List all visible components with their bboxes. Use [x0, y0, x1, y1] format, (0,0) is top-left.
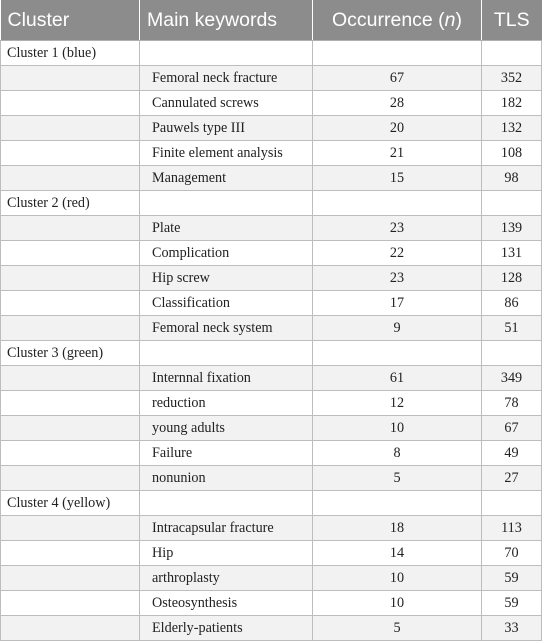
empty-cell [482, 41, 542, 66]
cluster-header-row [1, 491, 542, 516]
tls-cell: 139 [482, 216, 542, 241]
tls-cell: 349 [482, 366, 542, 391]
occurrence-cell: 22 [313, 241, 482, 266]
tls-cell: 132 [482, 116, 542, 141]
occurrence-cell: 17 [313, 291, 482, 316]
table-row [1, 141, 542, 166]
empty-cell [482, 191, 542, 216]
empty-cell [313, 491, 482, 516]
header-occurrence [313, 0, 482, 41]
cluster-header-row [1, 41, 542, 66]
table-row [1, 416, 542, 441]
keyword-cell: Plate [140, 216, 313, 241]
cluster-name: Cluster 4 (yellow) [1, 491, 140, 516]
occurrence-cell: 5 [313, 466, 482, 491]
table-row [1, 216, 542, 241]
table-row [1, 116, 542, 141]
empty-cell [140, 491, 313, 516]
empty-cell [1, 66, 140, 91]
table-row [1, 616, 542, 641]
keyword-cell: Cannulated screws [140, 91, 313, 116]
table-row [1, 541, 542, 566]
keyword-cell: young adults [140, 416, 313, 441]
empty-cell [1, 266, 140, 291]
empty-cell [140, 191, 313, 216]
tls-cell: 33 [482, 616, 542, 641]
keyword-cell: Complication [140, 241, 313, 266]
tls-cell: 98 [482, 166, 542, 191]
tls-cell: 86 [482, 291, 542, 316]
empty-cell [1, 541, 140, 566]
tls-cell: 51 [482, 316, 542, 341]
occurrence-cell: 10 [313, 416, 482, 441]
empty-cell [1, 316, 140, 341]
table-row [1, 166, 542, 191]
empty-cell [1, 466, 140, 491]
occurrence-cell: 5 [313, 616, 482, 641]
keyword-cell: Finite element analysis [140, 141, 313, 166]
table-row [1, 291, 542, 316]
tls-cell: 27 [482, 466, 542, 491]
empty-cell [1, 241, 140, 266]
table-row [1, 391, 542, 416]
tls-cell: 59 [482, 566, 542, 591]
keyword-cell: Classification [140, 291, 313, 316]
keyword-cell: Hip screw [140, 266, 313, 291]
occurrence-cell: 12 [313, 391, 482, 416]
empty-cell [1, 441, 140, 466]
keyword-cell: Osteosynthesis [140, 591, 313, 616]
tls-cell: 182 [482, 91, 542, 116]
cluster-header-row [1, 341, 542, 366]
header-occurrence-label: Occurrence ( [331, 8, 445, 31]
header-main-keywords: Main keywords [140, 0, 313, 41]
empty-cell [1, 391, 140, 416]
empty-cell [1, 516, 140, 541]
cluster-name: Cluster 3 (green) [1, 341, 140, 366]
empty-cell [1, 416, 140, 441]
keyword-cell: nonunion [140, 466, 313, 491]
occurrence-cell: 9 [313, 316, 482, 341]
occurrence-cell: 10 [313, 566, 482, 591]
empty-cell [313, 191, 482, 216]
empty-cell [1, 116, 140, 141]
table-row [1, 66, 542, 91]
empty-cell [313, 341, 482, 366]
occurrence-cell: 18 [313, 516, 482, 541]
empty-cell [482, 491, 542, 516]
occurrence-cell: 8 [313, 441, 482, 466]
occurrence-cell: 23 [313, 216, 482, 241]
table-body [1, 41, 542, 641]
tls-cell: 113 [482, 516, 542, 541]
occurrence-cell: 21 [313, 141, 482, 166]
table-row [1, 241, 542, 266]
occurrence-cell: 61 [313, 366, 482, 391]
empty-cell [1, 616, 140, 641]
occurrence-cell: 20 [313, 116, 482, 141]
keyword-cell: Hip [140, 541, 313, 566]
keyword-cell: Femoral neck system [140, 316, 313, 341]
empty-cell [1, 566, 140, 591]
table-row [1, 366, 542, 391]
header-cluster: Cluster [1, 0, 140, 41]
empty-cell [1, 141, 140, 166]
table-row [1, 316, 542, 341]
cluster-name: Cluster 1 (blue) [1, 41, 140, 66]
empty-cell [1, 591, 140, 616]
table-row [1, 591, 542, 616]
tls-cell: 108 [482, 141, 542, 166]
occurrence-cell: 28 [313, 91, 482, 116]
table-row [1, 91, 542, 116]
cluster-name: Cluster 2 (red) [1, 191, 140, 216]
header-occurrence-n: n [444, 8, 456, 31]
tls-cell: 70 [482, 541, 542, 566]
tls-cell: 49 [482, 441, 542, 466]
empty-cell [1, 216, 140, 241]
empty-cell [313, 41, 482, 66]
empty-cell [1, 366, 140, 391]
header-tls: TLS [482, 0, 542, 41]
occurrence-cell: 67 [313, 66, 482, 91]
keyword-cell: Internnal fixation [140, 366, 313, 391]
keyword-cell: Elderly-patients [140, 616, 313, 641]
occurrence-cell: 15 [313, 166, 482, 191]
table-header [1, 0, 542, 41]
table-row [1, 266, 542, 291]
empty-cell [140, 41, 313, 66]
header-occurrence-close: ) [455, 8, 463, 31]
empty-cell [1, 166, 140, 191]
occurrence-cell: 10 [313, 591, 482, 616]
keyword-cell: Intracapsular fracture [140, 516, 313, 541]
keyword-cell: Pauwels type III [140, 116, 313, 141]
keyword-cell: Failure [140, 441, 313, 466]
tls-cell: 78 [482, 391, 542, 416]
empty-cell [140, 341, 313, 366]
header-row [1, 0, 542, 41]
empty-cell [482, 341, 542, 366]
tls-cell: 131 [482, 241, 542, 266]
keyword-cell: reduction [140, 391, 313, 416]
table-row [1, 441, 542, 466]
empty-cell [1, 291, 140, 316]
occurrence-cell: 14 [313, 541, 482, 566]
table-row [1, 466, 542, 491]
keyword-cell: Femoral neck fracture [140, 66, 313, 91]
table-row [1, 566, 542, 591]
keyword-cell: Management [140, 166, 313, 191]
cluster-header-row [1, 191, 542, 216]
tls-cell: 67 [482, 416, 542, 441]
table-row [1, 516, 542, 541]
occurrence-cell: 23 [313, 266, 482, 291]
tls-cell: 128 [482, 266, 542, 291]
empty-cell [1, 91, 140, 116]
tls-cell: 352 [482, 66, 542, 91]
keyword-cell: arthroplasty [140, 566, 313, 591]
tls-cell: 59 [482, 591, 542, 616]
